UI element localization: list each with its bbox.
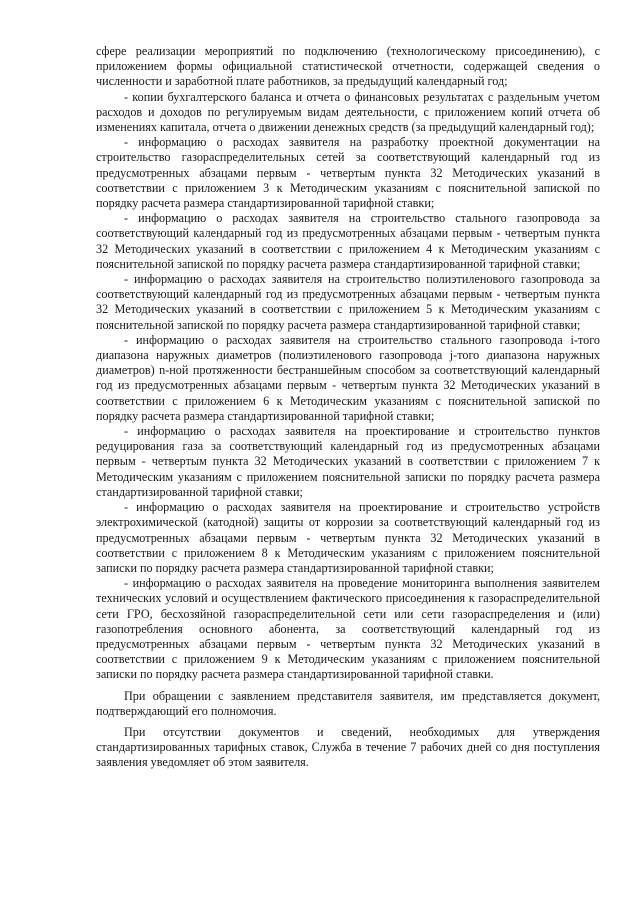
paragraph-balance-sheet: - копии бухгалтерского баланса и отчета о финансовых результатах с раздельным учетом расходов и доходов по регулируемым видам деятельности, с приложением копий отчета об изменениях капитала, отчета о движении денежных средств (за предыдущий календарный год);: [96, 89, 600, 135]
paragraph-gas-reduction-points: - информацию о расходах заявителя на проектирование и строительство пунктов редуцирования газа за соответствующий календарный год из предусмотренных абзацами первым - четвертым пункта 32 Методических указаний в соответствии с приложением 7 к Методическим указаниям с приложением пояснительной записки по порядку расчета размера стандартизированной тарифной ставки;: [96, 424, 600, 499]
paragraph-missing-documents: При отсутствии документов и сведений, необходимых для утверждения стандартизированных тарифных ставок, Служба в течение 7 рабочих дней со дня поступления заявления уведомляет об этом заявителя.: [96, 724, 600, 770]
paragraph-steel-pipeline: - информацию о расходах заявителя на строительство стального газопровода за соответствующий календарный год из предусмотренных абзацами первым - четвертым пункта 32 Методических указаний в соответствии с приложением 4 к Методическим указаниям с пояснительной запиской по порядку расчета размера стандартизированной тарифной ставки;: [96, 211, 600, 271]
paragraph-polyethylene-pipeline: - информацию о расходах заявителя на строительство полиэтиленового газопровода за соответствующий календарный год из предусмотренных абзацами первым - четвертым пункта 32 Методических указаний в соответствии с приложением 5 к Методическим указаниям с пояснительной запиской по порядку расчета размера стандартизированной тарифной ставки;: [96, 272, 600, 332]
paragraph-continuation: сфере реализации мероприятий по подключению (технологическому присоединению), с приложением формы официальной статистической отчетности, содержащей сведения о численности и заработной плате работников, за предыдущий календарный год;: [96, 44, 600, 89]
paragraph-trenchless-method: - информацию о расходах заявителя на строительство стального газопровода i-того диапазона наружных диаметров (полиэтиленового газопровода j-того диапазона наружных диаметров) n-ной протяженности бестраншейным способом за соответствующий календарный год из предусмотренных абзацами первым - четвертым пункта 32 Методических указаний в соответствии с приложением 6 к Методическим указаниям с пояснительной запиской по порядку расчета размера стандартизированной тарифной ставки;: [96, 332, 600, 423]
paragraph-corrosion-protection: - информацию о расходах заявителя на проектирование и строительство устройств электрохимической (катодной) защиты от коррозии за соответствующий календарный год из предусмотренных абзацами первым - четвертым пункта 32 Методических указаний в соответствии с приложением 8 к Методическим указаниям с приложением пояснительной записки по порядку расчета размера стандартизированной тарифной ставки;: [96, 500, 600, 575]
paragraph-representative: При обращении с заявлением представителя заявителя, им представляется документ, подтверждающий его полномочия.: [96, 688, 600, 718]
paragraph-design-documentation: - информацию о расходах заявителя на разработку проектной документации на строительство газораспределительных сетей за соответствующий календарный год из предусмотренных абзацами первым - четвертым пункта 32 Методических указаний в соответствии с приложением 3 к Методическим указаниям с пояснительной запиской по порядку расчета размера стандартизированной тарифной ставки;: [96, 135, 600, 211]
document-page: [96, 44, 600, 771]
paragraph-monitoring: - информацию о расходах заявителя на проведение мониторинга выполнения заявителем технических условий и осуществлением фактического присоединения к газораспределительной сети ГРО, бесхозяйной газораспределительной сети или сети газораспределения и (или) газопотребления основного абонента, за соответствующий календарный год из предусмотренных абзацами первым - четвертым пункта 32 Методических указаний в соответствии с приложением 9 к Методическим указаниям с приложением пояснительной записки по порядку расчета размера стандартизированной тарифной ставки.: [96, 576, 600, 682]
